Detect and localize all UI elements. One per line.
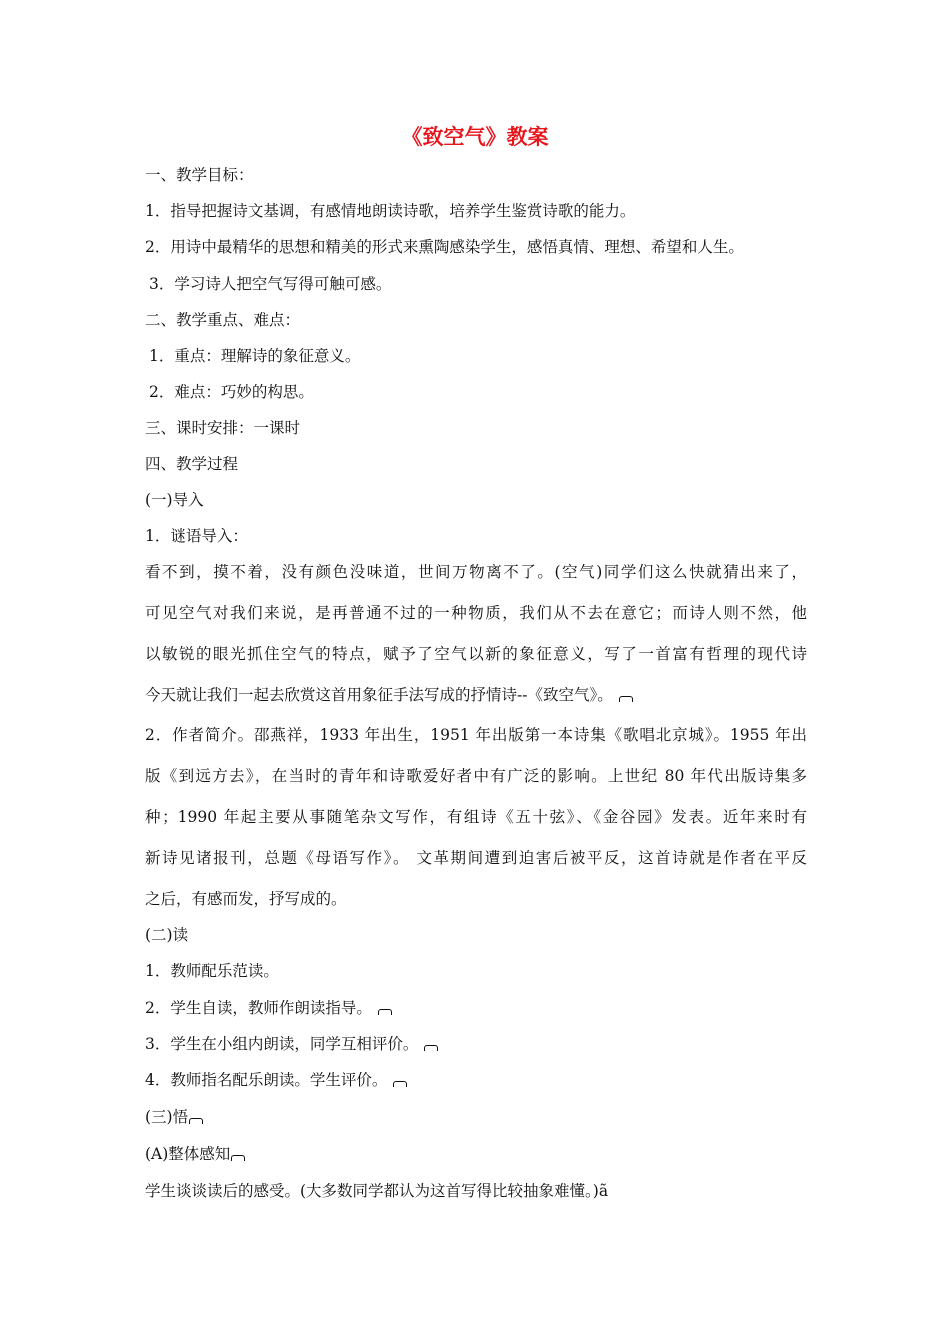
read-step-3 (145, 1033, 438, 1055)
overall-perception-heading (145, 1143, 245, 1165)
document-title: 《致空气》教案 (401, 124, 549, 149)
read-step-2-text: 2．学生自读，教师作朗读指导。 (145, 999, 372, 1017)
paragraph-line: 版《到远方去》，在当时的青年和诗歌爱好者中有广泛的影响。上世纪 80 年代出版诗集多 (145, 767, 807, 785)
edit-mark-icon (378, 1009, 392, 1015)
subsection-read: (二)读 (145, 926, 189, 944)
overall-perception-text: (A)整体感知 (145, 1145, 231, 1163)
read-step-1: 1．教师配乐范读。 (145, 962, 279, 980)
key-point-item-2: 2．难点：巧妙的构思。 (149, 383, 314, 401)
section-heading-key-points: 二、教学重点、难点： (145, 311, 301, 329)
objective-item-3: 3．学习诗人把空气写得可触可感。 (149, 275, 392, 293)
subsection-intro: (一)导入 (145, 491, 204, 509)
edit-mark-icon (189, 1118, 203, 1124)
paragraph-line: 2．作者简介。邵燕祥，1933 年出生，1951 年出版第一本诗集《歌唱北京城》。1955 年出 (145, 726, 807, 744)
paragraph-line: 新诗见诸报刊，总题《母语写作》。 文革期间遭到迫害后被平反，这首诗就是作者在平反 (145, 849, 807, 867)
paragraph-line (145, 675, 807, 716)
section-heading-process: 四、教学过程 (145, 455, 239, 473)
paragraph-line: 以敏锐的眼光抓住空气的特点，赋予了空气以新的象征意义，写了一首富有哲理的现代诗 (145, 645, 807, 663)
paragraph-line: 之后，有感而发，抒写成的。 (145, 890, 347, 908)
read-step-4 (145, 1069, 407, 1091)
read-step-4-text: 4．教师指名配乐朗读。学生评价。 (145, 1071, 388, 1089)
paragraph-line: 可见空气对我们来说，是再普通不过的一种物质，我们从不去在意它；而诗人则不然，他 (145, 604, 807, 622)
student-feedback-line: 学生谈谈读后的感受。(大多数同学都认为这首写得比较抽象难懂。)ã (145, 1182, 609, 1200)
riddle-intro-heading: 1．谜语导入： (145, 527, 248, 545)
key-point-item-1: 1．重点：理解诗的象征意义。 (149, 347, 361, 365)
riddle-paragraph (145, 552, 807, 716)
edit-mark-icon (619, 696, 633, 702)
objective-item-1: 1．指导把握诗文基调，有感情地朗读诗歌，培养学生鉴赏诗歌的能力。 (145, 202, 636, 220)
subsection-understand (145, 1106, 203, 1128)
edit-mark-icon (231, 1155, 245, 1161)
objective-item-2: 2．用诗中最精华的思想和精美的形式来熏陶感染学生，感悟真情、理想、希望和人生。 (145, 238, 744, 256)
section-heading-objectives: 一、教学目标： (145, 166, 254, 184)
edit-mark-icon (424, 1045, 438, 1051)
edit-mark-icon (393, 1081, 407, 1087)
section-heading-schedule: 三、课时安排：一课时 (145, 419, 301, 437)
paragraph-line: 看不到，摸不着，没有颜色没味道，世间万物离不了。(空气)同学们这么快就猜出来了， (145, 563, 807, 581)
paragraph-line-text: 今天就让我们一起去欣赏这首用象征手法写成的抒情诗--《致空气》。 (145, 686, 613, 704)
paragraph-line: 种；1990 年起主要从事随笔杂文写作，有组诗《五十弦》、《金谷园》发表。近年来时有 (145, 808, 807, 826)
read-step-3-text: 3．学生在小组内朗读，同学互相评价。 (145, 1035, 419, 1053)
subsection-understand-text: (三)悟 (145, 1108, 189, 1126)
read-step-2 (145, 997, 392, 1019)
author-paragraph (145, 715, 807, 920)
